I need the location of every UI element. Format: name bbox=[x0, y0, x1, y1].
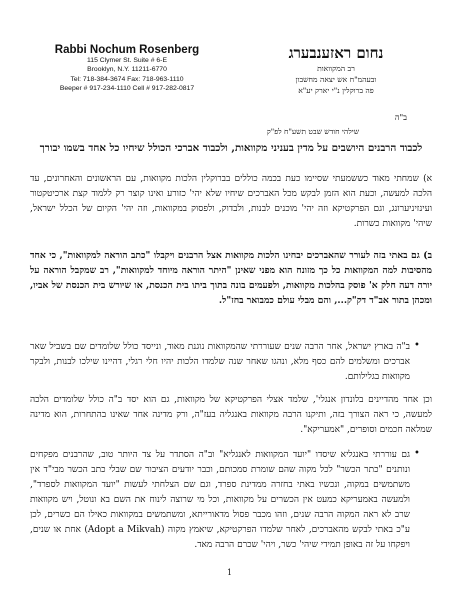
page-number: 1 bbox=[226, 568, 233, 577]
bullet-icon: • bbox=[414, 448, 420, 459]
letterhead-english-line: Beeper # 917-234-1110 Cell # 917-282-0817 bbox=[59, 84, 195, 92]
paragraph-5: גם עוררתי באנגליא שיסדו "יועד המקוואות לאנגליא" וב"ה הסתדר על צד היותר טוב, שהרבנים מפקחים ונותנים "כתר הכשר" לכל מקוה שהם שומרת סמכותם, וכבר יודעים הציבור שם שבלי כתב הכשר מבי"ד אין משתמשים במקוה, ונכשיו באתי בחזרה ממדינת ספרד, וגם שם הצלחתי לעשות "יועד המקוואות לספרד", ולמעשה באמעריקא כמעט אין הכשרים על מקוואות, וכל מי שרוצה לינוח את השם בא ונוטל, ויש מקוואות שרב לא ראה המקוה הרבה שנים, וזהו מכבר פסול מדאורייתא, ומשתמשים במקוואות כאילו הם כשרים, לכן ע"כ באתי לבקש מהאברכים, לאחר שלמדו הפרקטיקא, שיאמץ מקוה (Adopt a Mikvah) אחת או שנים, ויפקחו על זה באופן תמידי שיהי' כשר, ויהי' שכרם הרבה מאד. bbox=[30, 450, 410, 550]
bullet-icon: • bbox=[414, 340, 420, 351]
paragraph-1: א) שמחתי מאוד כששמעתי שסיימו כעת בכמה כוללים בברוקלין הלכות מקוואות, עם הראשונים והאחרונים, עד הלכה למעשה, וכעת הוא הזמן לבקש מכל האברכים שיחיו שלא יהי' כזורע ואינו קוצר רק ללמוד קצת ארכיטקטור ועינזיניערונג, וגם הפרקטיקא וזה יהי' מוכנים לבנות, ולבדוק, ולפסוק במקוואות, וזה יהי' הקיום של הכלל ישראל, שיהי' מקוואות כשרות. bbox=[30, 174, 432, 229]
letterhead-hebrew-line: ובעהמ"ח אש יצאה מחשבון bbox=[295, 75, 377, 84]
letterhead-english-line: Tel: 718-384-3674 Fax: 718-963-1110 bbox=[70, 75, 184, 83]
letterhead-english-line: Brooklyn, N.Y. 11211-6770 bbox=[87, 66, 167, 74]
letterhead-hebrew-line: פה ברוקלין נ"י יארק יע"א bbox=[298, 86, 374, 95]
letterhead-english-name: Rabbi Nochum Rosenberg bbox=[54, 44, 200, 56]
paragraph-4: וכן אחד מהדיינים בלונדון אנגלי', שלמד אצלי הפרקטיקא של מקוואות, גם הוא יסד ב"ה כולל שלומדים הלכה למעשה, כי ראה הצורך בזה, ותיקנו הרבה מקוואות באנגליה בעז"ה, ורק מדינה אחד שאינו בהתחרות, הוא מדינה שמלאה חכמים וסופרים, "אמעריקא". bbox=[30, 395, 432, 435]
paragraph-2: ב) גם באתי בזה לעורר שהאברכים יבחינו הלכות מקוואות אצל הרבנים ויקבלו "כתב הוראה למקוואות", כי אחד מהסיבות למה המקוואות כל כך מזונח הוא מפני שאינן "היתר הוראה מיוחד למקוואות", רב שמקבל הוראה על יורה דעה חלק א' פוסק בהלכות מקוואות, ולפעמים בונה בתוך ביתו בית הכנסת, או שיורש בית הכנסת של אביו, ומכהן בתור אב"ד דק"ק..., והם מבלי עולם כמבואר בחז"ל. bbox=[30, 250, 432, 306]
letterhead-english-line: 115 Clymer St. Suite # 6-E bbox=[87, 57, 167, 64]
letterhead-english bbox=[52, 44, 202, 93]
paragraph-3: ב"ה בארץ ישראל, אחר הרבה שנים שעוררתי שהמקוואות נוגנת מאוד, ונייסד כולל שלומדים שם בשביל שאר אברכים ומשלמים להם כסף מלא, ונהגו שאחר שנה שלמדו הלכות יהיו חלי רגלי, דהיינו שילכו לבנות, ולבקר מקוואות בגלילותם. bbox=[30, 342, 410, 382]
letter-heading: לכבוד הרבנים היושבים על מדין בעניני מקוואות, ולכבוד אברכי הכולל שיחיו כל אחד בשמו יבורך bbox=[39, 142, 423, 154]
letterhead-hebrew bbox=[261, 44, 411, 96]
date-line: שילהי חודש שבט תשע"ח לפ"ק bbox=[266, 127, 359, 136]
bsd-mark: ב"ה bbox=[394, 113, 407, 122]
letterhead-hebrew-line: רב המקוואות bbox=[317, 64, 355, 73]
letterhead-hebrew-name: נחום ראזענבערג bbox=[288, 44, 384, 62]
